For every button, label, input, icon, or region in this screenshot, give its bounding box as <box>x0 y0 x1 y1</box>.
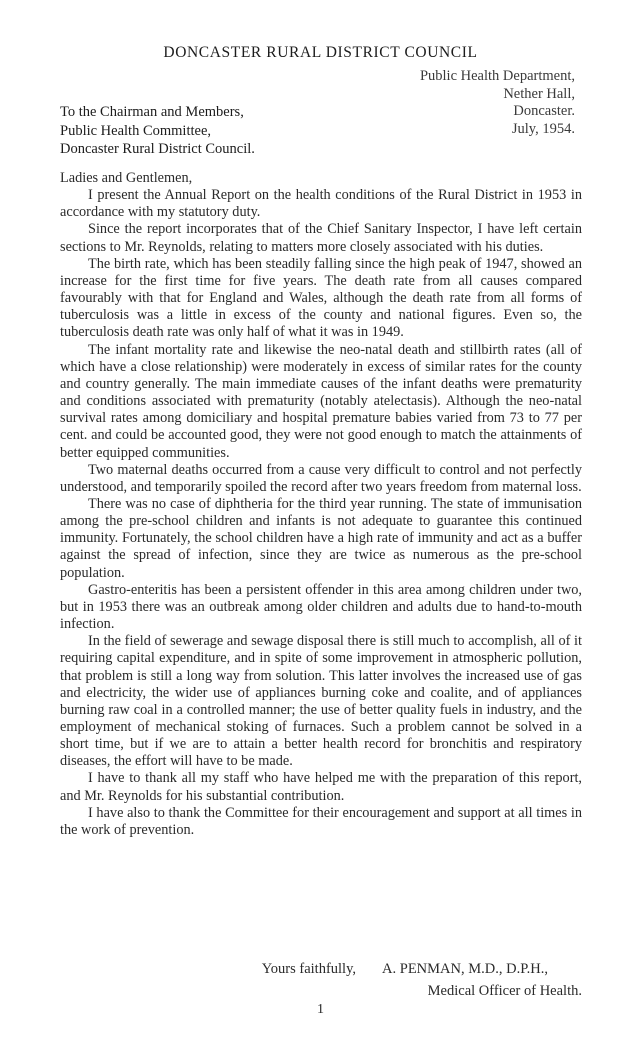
address-line: Public Health Department, <box>419 68 575 84</box>
addressee-line: Public Health Committee, <box>60 122 212 139</box>
paragraph: Two maternal deaths occurred from a cause very difficult to control and not perfectly understood, and temporarily spoiled the record after two years freedom from maternal loss. <box>60 461 582 495</box>
signatory: A. PENMAN, M.D., D.P.H., <box>382 961 548 977</box>
address-date: July, 1954. <box>511 120 575 137</box>
signature-block <box>262 958 582 1002</box>
address-line: Nether Hall, <box>503 85 575 102</box>
paragraph: Gastro-enteritis has been a persistent offender in this area among children under two, but in 1953 there was an outbreak among older children and adults due to hand-to-mouth infection. <box>60 581 582 633</box>
address-line: Doncaster. <box>513 103 575 119</box>
paragraph: In the field of sewerage and sewage disposal there is still much to accomplish, all of it requiring capital expenditure, and in spite of some improvement in atmospheric pollution, that problem is still a long way from solution. This latter involves the increased use of gas and electricity, the wider use of appliances burning coke and coalite, and of appliances burning raw coal in a controlled manner; the use of better quality fuels in industry, and the employment of mechanical stoking of furnaces. Such a problem cannot be solved in a short time, but if we are to attain a better health record for bronchitis and respiratory diseases, the effort will have to be made. <box>60 633 582 770</box>
salutation: Ladies and Gentlemen, <box>60 170 193 186</box>
addressee-block <box>60 103 255 159</box>
paragraph: I have also to thank the Committee for their encouragement and support at all times in the work of prevention. <box>60 804 582 838</box>
council-title: DONCASTER RURAL DISTRICT COUNCIL <box>163 44 478 61</box>
valediction-line <box>262 958 548 980</box>
addressee-line: To the Chairman and Members, <box>60 104 244 120</box>
signatory-position: Medical Officer of Health. <box>427 983 582 999</box>
paragraph: The infant mortality rate and likewise the neo-natal death and stillbirth rates (all of which have a close relationship) were moderately in excess of similar rates for the county and country generally. The main immediate causes of the infant deaths were prematurity and conditions associated with prematurity (notably atelectasis). Although the neo-natal survival rates among domiciliary and hospital premature babies varied from 73 to 77 per cent. and could be accounted good, they were not good enough to match the attainments of better equipped communities. <box>60 341 582 461</box>
paragraph: The birth rate, which has been steadily falling since the high peak of 1947, showed an increase for the first time for five years. The death rate from all causes compared favourably with that for England and Wales, although the death rate from all forms of tuberculosis was a little in excess of the county and national figures. Even so, the tuberculosis death rate was only half of what it was in 1949. <box>60 255 582 341</box>
valediction: Yours faithfully, <box>261 961 357 977</box>
paragraph: I present the Annual Report on the health conditions of the Rural District in 1953 in accordance with my statutory duty. <box>60 187 582 221</box>
sender-address <box>420 68 575 138</box>
addressee-line: Doncaster Rural District Council. <box>60 141 255 157</box>
paragraph: Since the report incorporates that of the Chief Sanitary Inspector, I have left certain sections to Mr. Reynolds, relating to matters more closely associated with his duties. <box>60 221 582 255</box>
paragraph: I have to thank all my staff who have helped me with the preparation of this report, and Mr. Reynolds for his substantial contribution. <box>60 770 582 804</box>
paragraph: There was no case of diphtheria for the third year running. The state of immunisation among the pre-school children and infants is not adequate to guarantee this continued immunity. Fortunately, the school children have a high rate of immunity and act as a buffer against the spread of infection, since they are twice as numerous as the pre-school population. <box>60 495 582 581</box>
letter-body <box>60 170 582 839</box>
page-number: 1 <box>317 1002 324 1017</box>
